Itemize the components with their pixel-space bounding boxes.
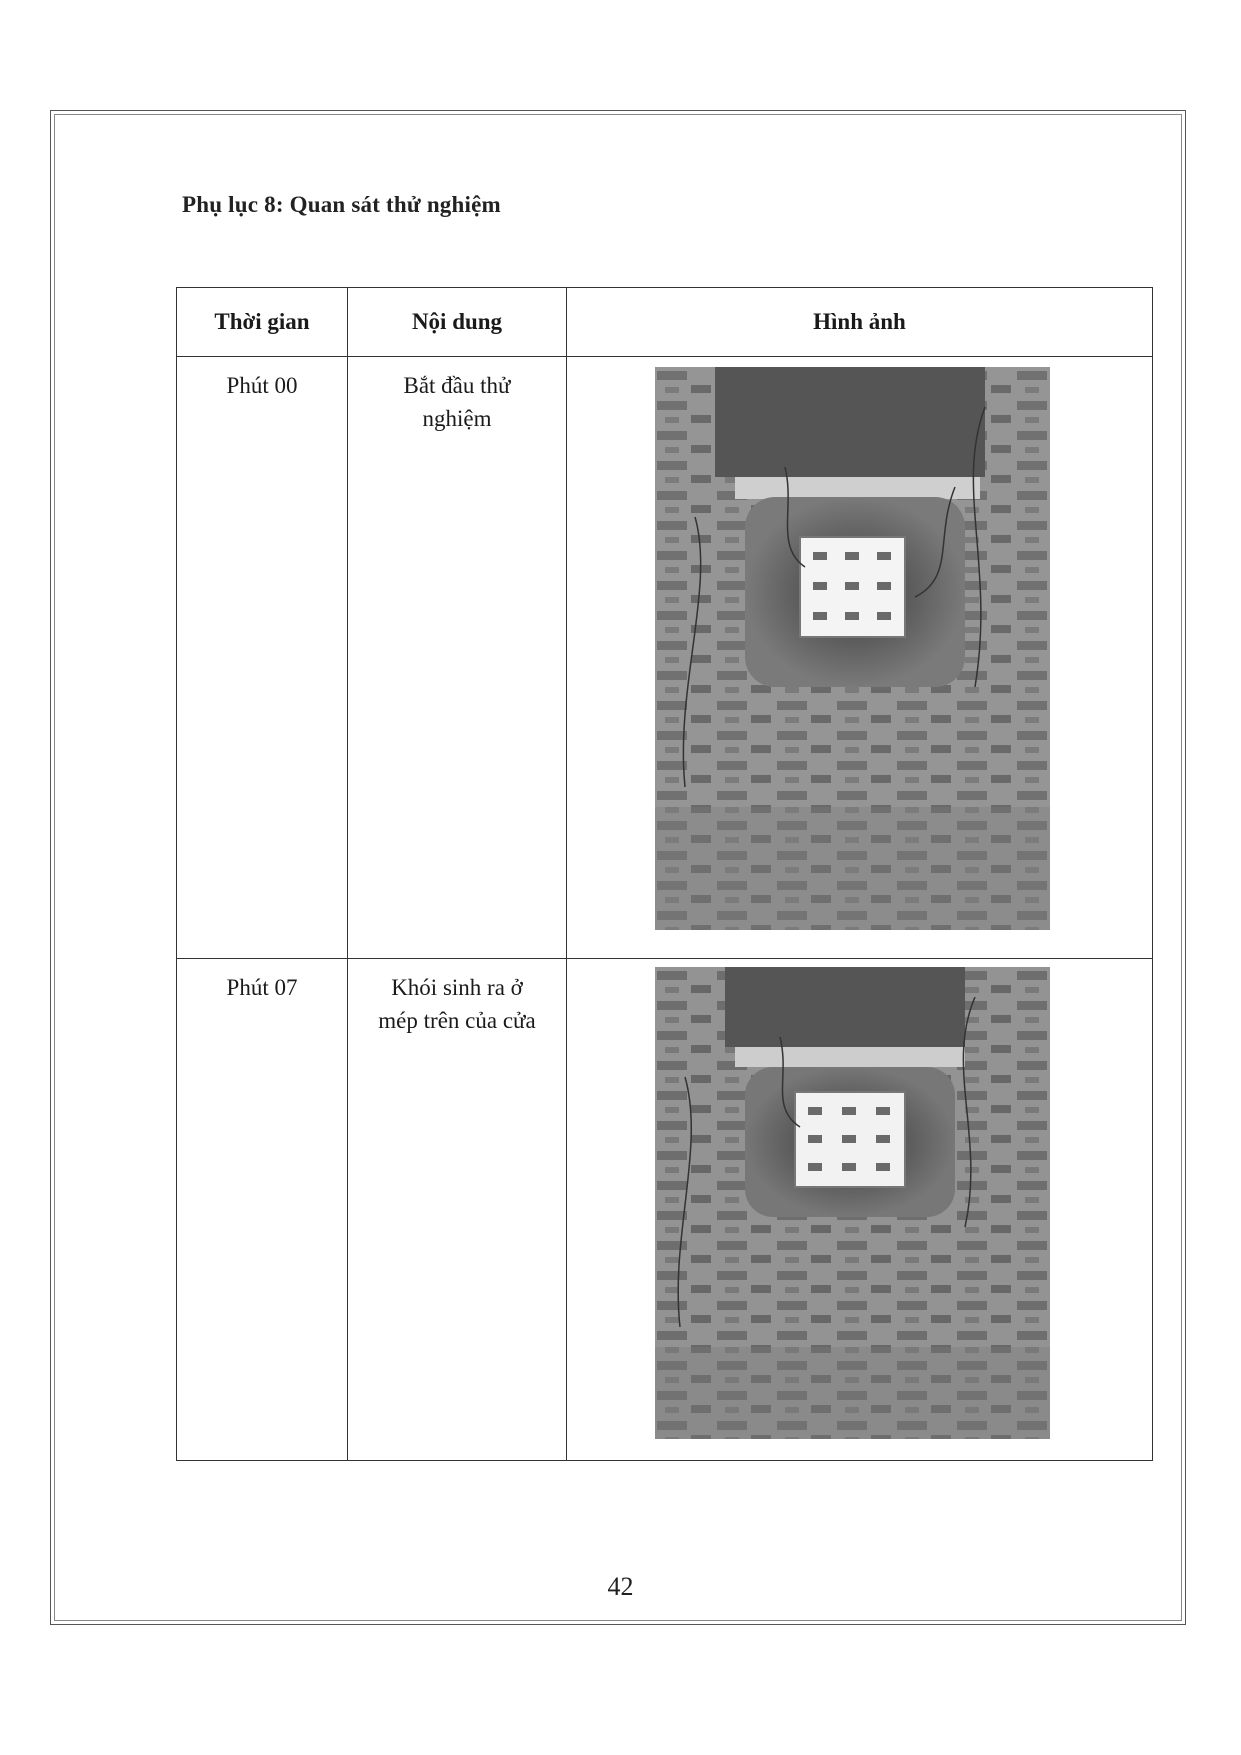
header-image: Hình ảnh	[567, 288, 1153, 357]
test-photo-minute-00	[655, 367, 1050, 930]
content-line: mép trên của cửa	[378, 1008, 536, 1033]
content-line: Bắt đầu thử	[403, 373, 511, 398]
content-line: nghiệm	[422, 406, 492, 431]
table-row	[177, 959, 1153, 1461]
content-cell	[348, 959, 567, 1461]
header-time: Thời gian	[177, 288, 348, 357]
table-row	[177, 357, 1153, 959]
image-cell	[567, 959, 1153, 1461]
test-photo-minute-07	[655, 967, 1050, 1439]
content-cell	[348, 357, 567, 959]
time-cell: Phút 07	[177, 959, 348, 1461]
page-number: 42	[607, 1572, 634, 1601]
header-content: Nội dung	[348, 288, 567, 357]
image-cell	[567, 357, 1153, 959]
content-line: Khói sinh ra ở	[391, 975, 523, 1000]
appendix-title: Phụ lục 8: Quan sát thử nghiệm	[182, 192, 501, 217]
table-header-row	[177, 288, 1153, 357]
observation-table	[176, 287, 1153, 1461]
time-cell: Phút 00	[177, 357, 348, 959]
